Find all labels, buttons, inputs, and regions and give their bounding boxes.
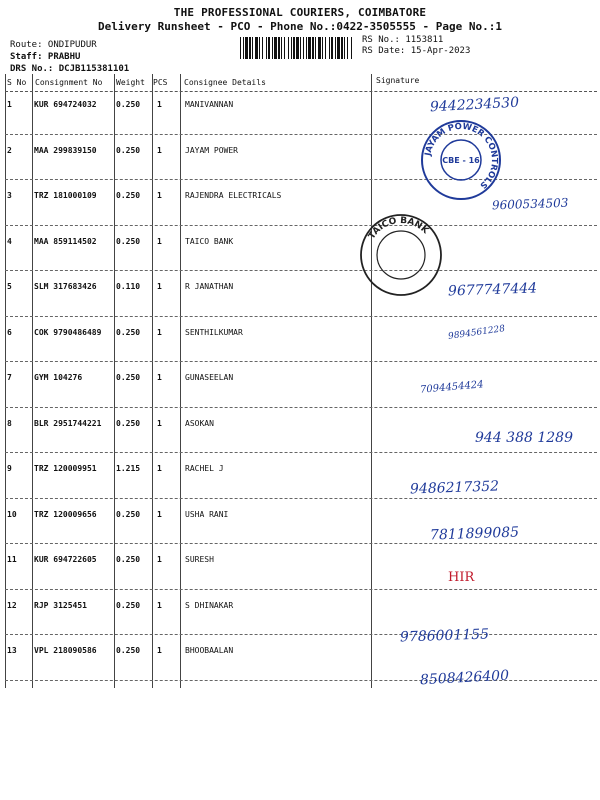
runsheet-table	[5, 74, 597, 684]
row-weight: 0.250	[116, 100, 141, 109]
row-consignee: JAYAM POWER	[185, 145, 238, 155]
row-divider	[5, 407, 597, 408]
row-signature: 9677747444	[447, 280, 538, 300]
row-signature: 9894561228	[447, 324, 506, 342]
row-weight: 0.250	[116, 509, 141, 519]
row-consignment-no: MAA 299839150	[34, 145, 97, 155]
row-sno: 10	[7, 509, 17, 519]
row-weight: 0.250	[116, 191, 141, 200]
row-weight: 0.250	[116, 600, 141, 610]
row-divider	[5, 634, 597, 635]
rs-number: RS No.: 1153811	[362, 35, 444, 45]
row-consignment-no: TRZ 120009656	[34, 509, 97, 519]
route-label: Route: ONDIPUDUR	[10, 40, 97, 50]
row-pcs: 1	[157, 327, 162, 337]
jayam-power-controls-stamp	[419, 118, 503, 202]
row-consignment-no: TRZ 120009951	[34, 464, 97, 473]
header-consignee: Consignee Details	[184, 78, 266, 87]
row-pcs: 1	[157, 555, 162, 564]
barcode	[240, 37, 352, 59]
row-pcs: 1	[157, 100, 162, 109]
row-consignment-no: KUR 694724032	[34, 100, 97, 109]
row-consignee: SURESH	[185, 555, 214, 564]
row-sno: 5	[7, 282, 12, 291]
jayam-stamp-ring-text: JAYAM POWER CONTROLS	[423, 121, 500, 191]
row-pcs: 1	[157, 509, 162, 519]
row-signature: 7811899085	[429, 524, 520, 544]
row-divider	[5, 316, 597, 317]
document-subtitle: Delivery Runsheet - PCO - Phone No.:0422-3505555 - Page No.:1	[98, 20, 502, 33]
row-weight: 0.110	[116, 282, 141, 291]
row-sno: 13	[7, 646, 17, 655]
header-pcs: PCS	[153, 78, 168, 87]
row-divider	[5, 498, 597, 499]
row-weight: 0.250	[116, 145, 141, 155]
jayam-stamp-center-text: CBE - 16	[442, 156, 480, 165]
row-pcs: 1	[157, 282, 162, 291]
row-consignee: BHOOBAALAN	[185, 646, 234, 655]
row-consignment-no: GYM 104276	[34, 373, 83, 382]
row-consignment-no: SLM 317683426	[34, 282, 97, 291]
row-divider	[5, 452, 597, 453]
row-consignment-no: KUR 694722605	[34, 555, 97, 564]
row-sno: 7	[7, 373, 12, 382]
row-signature: 8508426400	[419, 667, 510, 689]
row-consignee: RAJENDRA ELECTRICALS	[185, 191, 282, 200]
row-pcs: 1	[157, 191, 162, 200]
header-sno: S No	[7, 78, 27, 87]
row-divider	[5, 543, 597, 544]
row-divider	[5, 179, 597, 180]
row-divider	[5, 589, 597, 590]
row-consignment-no: BLR 2951744221	[34, 418, 102, 428]
row-signature: 944 388 1289	[475, 430, 573, 446]
row-signature: 9442234530	[429, 94, 520, 116]
drs-number: DRS No.: DCJB115381101	[10, 64, 130, 74]
row-consignee: S DHINAKAR	[185, 600, 234, 610]
header-consignment: Consignment No	[35, 78, 103, 87]
row-weight: 0.250	[116, 646, 141, 655]
row-sno: 4	[7, 236, 12, 246]
taico-bank-stamp	[358, 212, 444, 298]
row-consignee: GUNASEELAN	[185, 373, 234, 382]
header-weight: Weight	[116, 78, 145, 87]
row-weight: 0.250	[116, 373, 141, 382]
rs-date: RS Date: 15-Apr-2023	[362, 46, 471, 56]
row-weight: 0.250	[116, 418, 141, 428]
row-consignment-no: RJP 3125451	[34, 600, 87, 610]
row-signature: HIR	[448, 570, 475, 585]
row-divider	[5, 270, 597, 271]
row-weight: 0.250	[116, 236, 141, 246]
row-divider	[5, 225, 597, 226]
row-signature: 9786001155	[399, 626, 490, 646]
row-consignee: MANIVANNAN	[185, 100, 234, 109]
row-consignee: R JANATHAN	[185, 282, 234, 291]
row-weight: 0.250	[116, 555, 141, 564]
row-pcs: 1	[157, 373, 162, 382]
row-consignee: SENTHILKUMAR	[185, 327, 243, 337]
row-consignment-no: COK 9790486489	[34, 327, 102, 337]
row-sno: 6	[7, 327, 12, 337]
row-signature: 7094454424	[419, 379, 484, 396]
row-weight: 0.250	[116, 327, 141, 337]
row-sno: 9	[7, 464, 12, 473]
header-signature: Signature	[376, 76, 420, 85]
row-sno: 11	[7, 555, 17, 564]
row-pcs: 1	[157, 464, 162, 473]
row-sno: 1	[7, 100, 12, 109]
row-consignment-no: TRZ 181000109	[34, 191, 97, 200]
row-pcs: 1	[157, 145, 162, 155]
row-consignee: ASOKAN	[185, 418, 214, 428]
row-weight: 1.215	[116, 464, 141, 473]
row-pcs: 1	[157, 646, 162, 655]
row-consignee: TAICO BANK	[185, 236, 234, 246]
row-consignment-no: MAA 859114502	[34, 236, 97, 246]
document-title: THE PROFESSIONAL COURIERS, COIMBATORE	[173, 6, 427, 19]
row-consignee: RACHEL J	[185, 464, 224, 473]
row-pcs: 1	[157, 236, 162, 246]
row-pcs: 1	[157, 418, 162, 428]
row-sno: 12	[7, 600, 17, 610]
row-consignment-no: VPL 218090586	[34, 646, 97, 655]
row-signature: 9486217352	[409, 478, 500, 498]
row-divider	[5, 134, 597, 135]
taico-stamp-ring-text: TAICO BANK	[367, 215, 431, 242]
row-divider	[5, 361, 597, 362]
staff-label: Staff: PRABHU	[10, 52, 81, 62]
row-consignee: USHA RANI	[185, 509, 229, 519]
row-pcs: 1	[157, 600, 162, 610]
row-sno: 8	[7, 418, 12, 428]
row-sno: 2	[7, 145, 12, 155]
row-sno: 3	[7, 191, 12, 200]
row-signature: 9600534503	[491, 195, 569, 213]
